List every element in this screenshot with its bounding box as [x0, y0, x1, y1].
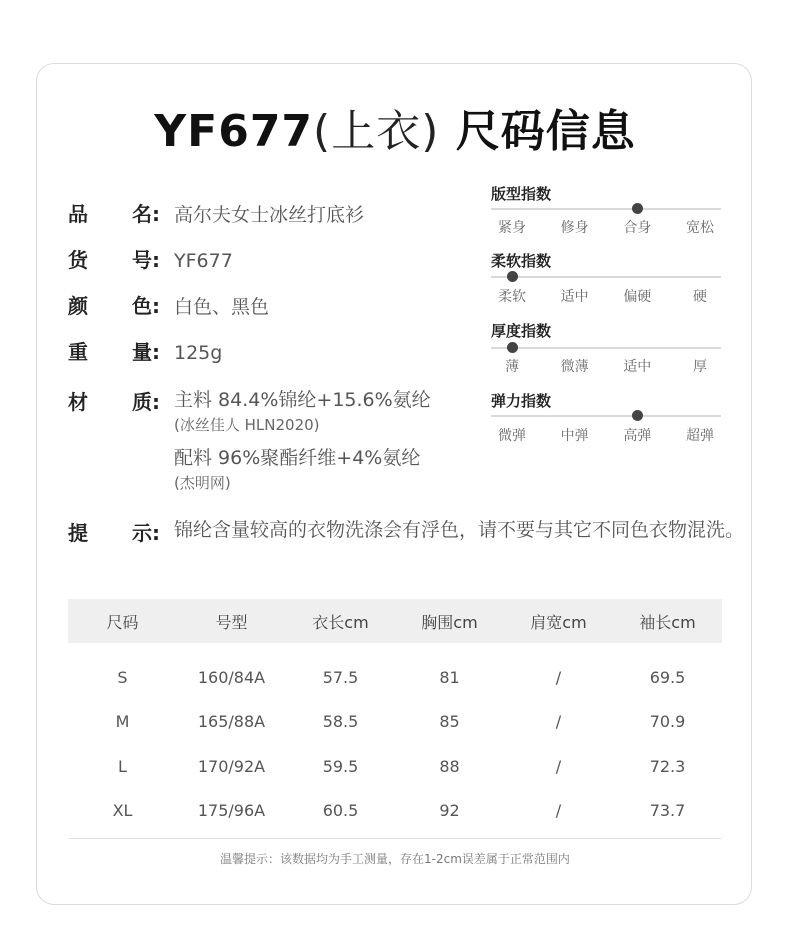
- index-title: 厚度指数: [491, 322, 552, 340]
- header-cell: 号型: [215, 612, 248, 632]
- table-cell: 69.5: [649, 667, 686, 687]
- index-options: 微弹 中弹 高弹 超弹: [498, 428, 714, 444]
- index-marker: [632, 410, 643, 421]
- index-options: 柔软 适中 偏硬 硬: [498, 289, 707, 305]
- table-cell: 73.7: [649, 801, 686, 821]
- table-cell: 88: [439, 756, 460, 776]
- header-cell: 尺码: [106, 612, 139, 632]
- info-label-color: 颜 色:: [68, 294, 160, 318]
- table-cell: 92: [439, 801, 460, 821]
- table-row: [68, 655, 722, 700]
- info-value-name: 高尔夫女士冰丝打底衫: [174, 204, 365, 226]
- table-row: [68, 789, 722, 834]
- index-options: 紧身 修身 合身 宽松: [498, 220, 714, 236]
- info-label-name: 品 名:: [68, 202, 160, 226]
- header-cell: 胸围cm: [421, 612, 478, 632]
- info-label-weight: 重 量:: [68, 340, 160, 364]
- info-label-hint: 提 示:: [68, 521, 160, 545]
- material-main-note: (冰丝佳人 HLN2020): [174, 416, 320, 434]
- index-track: [491, 347, 721, 349]
- table-cell: 59.5: [322, 756, 359, 776]
- info-value-color: 白色、黑色: [174, 296, 270, 318]
- index-marker: [507, 342, 518, 353]
- table-cell: 72.3: [649, 756, 686, 776]
- table-header: [68, 599, 722, 643]
- table-cell: 170/92A: [197, 756, 266, 776]
- table-cell: 70.9: [649, 712, 686, 732]
- info-row-weight: [68, 336, 222, 365]
- info-row-name: [68, 198, 364, 227]
- index-softness: [491, 250, 721, 305]
- table-cell: 57.5: [322, 667, 359, 687]
- index-marker: [507, 271, 518, 282]
- material-block: [174, 385, 431, 493]
- size-table: [68, 599, 722, 833]
- material-sub: 配料 96%聚酯纤维+4%氨纶: [174, 447, 421, 469]
- table-cell: 81: [439, 667, 460, 687]
- title-model: YF677: [154, 106, 314, 157]
- info-row-material: [68, 386, 160, 415]
- header-cell: 袖长cm: [639, 612, 696, 632]
- title-paren: (上衣): [313, 106, 440, 157]
- index-thickness: [491, 320, 721, 375]
- material-sub-note: (杰明网): [174, 474, 231, 492]
- table-cell: S: [117, 667, 128, 687]
- footnote: 温馨提示：该数据均为手工测量，存在1-2cm误差属于正常范围内: [220, 852, 570, 866]
- info-value-weight: 125g: [174, 342, 223, 364]
- table-cell: /: [555, 667, 562, 687]
- index-title: 版型指数: [491, 185, 552, 203]
- table-cell: 58.5: [322, 712, 359, 732]
- table-cell: /: [555, 756, 562, 776]
- index-title: 弹力指数: [491, 392, 552, 410]
- table-cell: 165/88A: [197, 712, 266, 732]
- info-row-color: [68, 290, 269, 319]
- info-row-hint: [68, 517, 160, 546]
- index-title: 柔软指数: [491, 252, 552, 270]
- table-cell: XL: [112, 801, 133, 821]
- table-cell: 60.5: [322, 801, 359, 821]
- info-row-code: [68, 244, 233, 273]
- table-cell: 175/96A: [197, 801, 266, 821]
- index-track: [491, 415, 721, 417]
- index-fit: [491, 183, 721, 236]
- info-label-code: 货 号:: [68, 248, 160, 272]
- index-options: 薄 微薄 适中 厚: [505, 359, 707, 375]
- table-divider: [68, 838, 722, 839]
- info-value-code: YF677: [174, 250, 233, 272]
- table-row: [68, 700, 722, 745]
- index-marker: [632, 203, 643, 214]
- table-cell: 85: [439, 712, 460, 732]
- table-row: [68, 744, 722, 789]
- index-elasticity: [491, 390, 721, 444]
- info-label-material: 材 质:: [68, 390, 160, 414]
- table-cell: L: [118, 756, 127, 776]
- table-cell: /: [555, 712, 562, 732]
- title-rest: 尺码信息: [455, 106, 636, 157]
- hint-text: 锦纶含量较高的衣物洗涤会有浮色，请不要与其它不同色衣物混洗。: [174, 519, 745, 541]
- page-title: [0, 95, 790, 159]
- table-cell: 160/84A: [197, 667, 266, 687]
- header-cell: 衣长cm: [312, 612, 369, 632]
- header-cell: 肩宽cm: [530, 612, 587, 632]
- material-main: 主料 84.4%锦纶+15.6%氨纶: [174, 389, 431, 411]
- table-cell: M: [115, 712, 130, 732]
- index-track: [491, 208, 721, 210]
- index-track: [491, 276, 721, 278]
- table-cell: /: [555, 801, 562, 821]
